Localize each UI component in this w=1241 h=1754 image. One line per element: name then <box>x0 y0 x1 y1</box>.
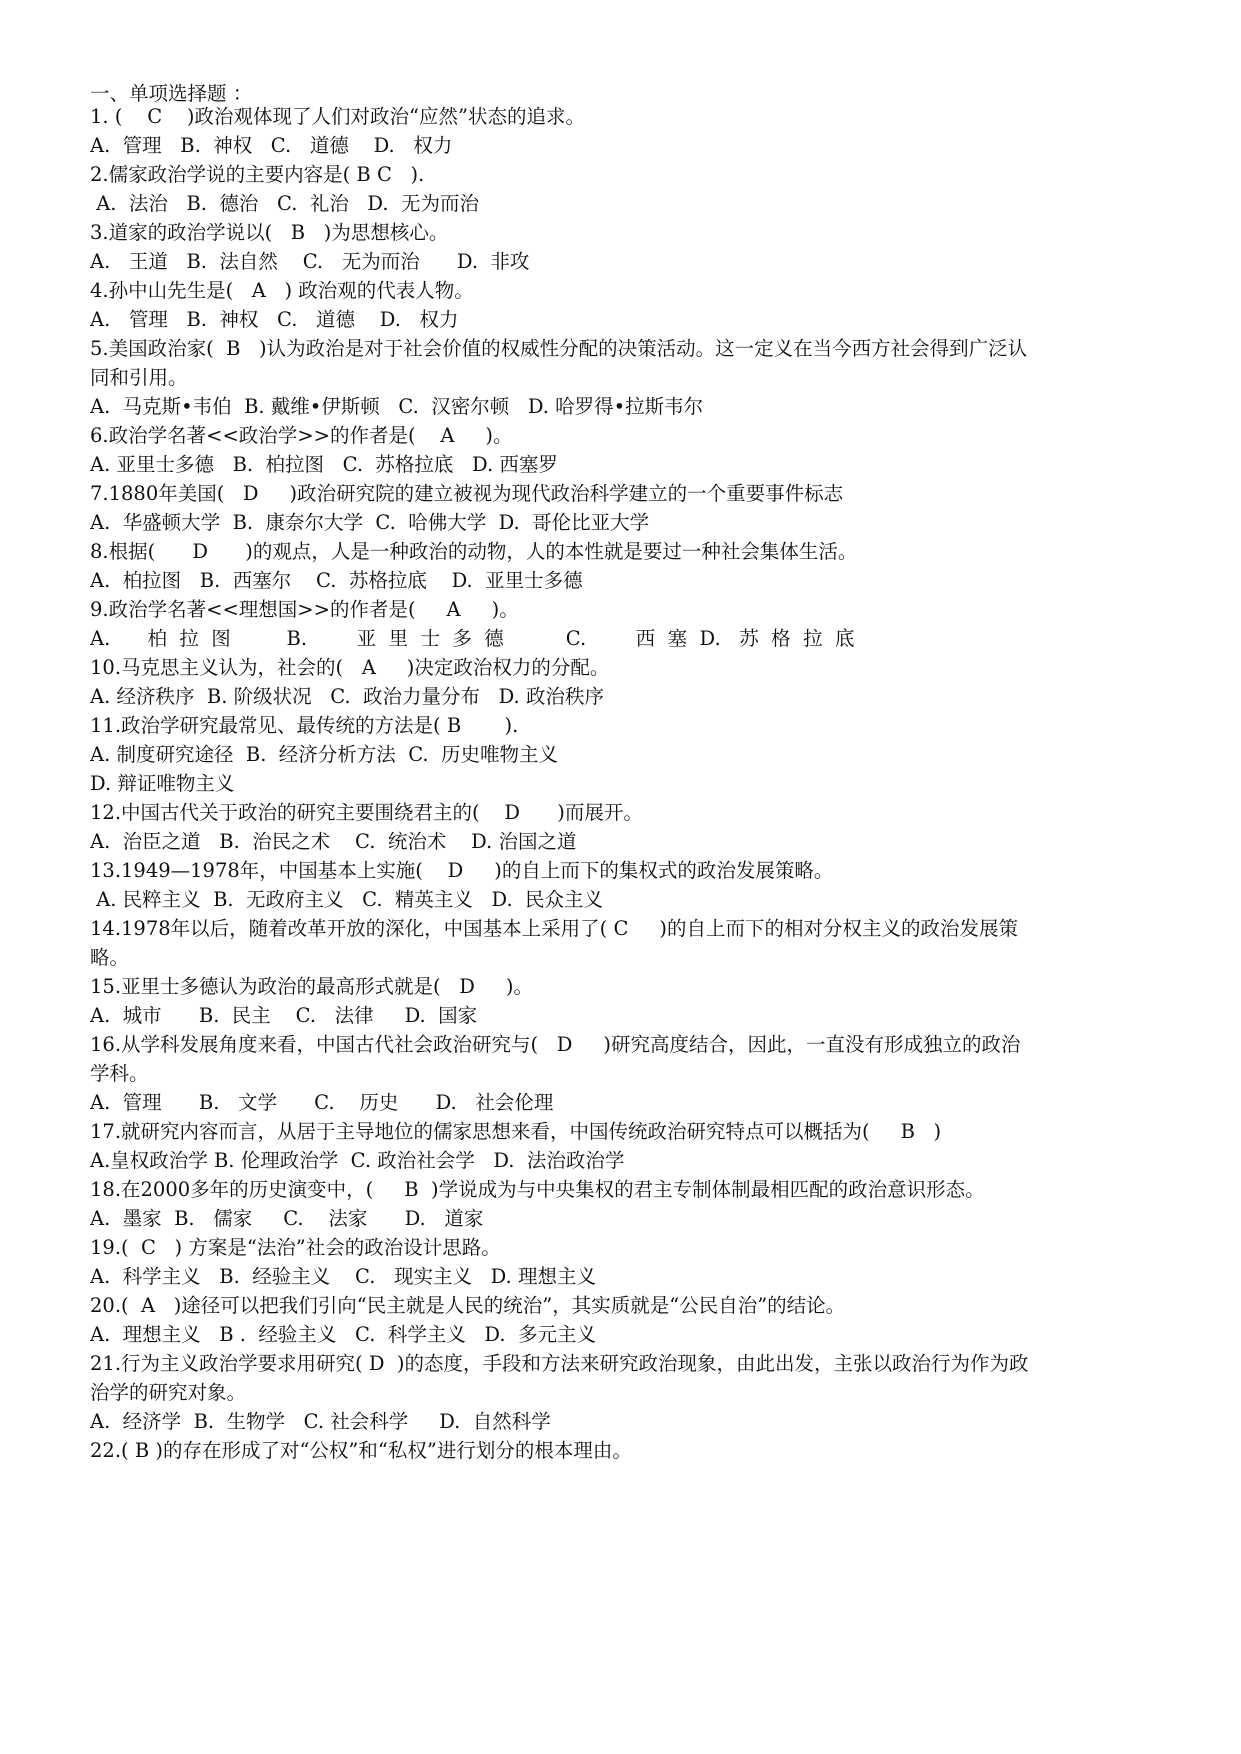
options-1: A. 管理 B. 神权 C. 道德 D. 权力 <box>90 134 453 157</box>
question-21-cont: 治学的研究对象。 <box>90 1381 247 1404</box>
question-20: 20.( A )途径可以把我们引向“民主就是人民的统治”，其实质就是“公民自治”的结论。 <box>90 1294 846 1317</box>
question-19: 19.( C ) 方案是“法治”社会的政治设计思路。 <box>90 1236 501 1259</box>
options-19: A. 科学主义 B. 经验主义 C. 现实主义 D. 理想主义 <box>90 1265 596 1288</box>
question-4: 4.孙中山先生是( A ) 政治观的代表人物。 <box>90 279 474 302</box>
options-12: A. 治臣之道 B. 治民之术 C. 统治术 D. 治国之道 <box>90 830 577 853</box>
question-8: 8.根据( D )的观点，人是一种政治的动物，人的本性就是要过一种社会集体生活。 <box>90 540 858 563</box>
options-3: A. 王道 B. 法自然 C. 无为而治 D. 非攻 <box>90 250 530 273</box>
options-4: A. 管理 B. 神权 C. 道德 D. 权力 <box>90 308 459 331</box>
question-1: 1. ( C )政治观体现了人们对政治“应然”状态的追求。 <box>90 105 585 128</box>
question-2: 2.儒家政治学说的主要内容是( B C ). <box>90 163 425 186</box>
section-heading: 一、单项选择题 ： <box>90 82 253 105</box>
options-6: A. 亚里士多德 B. 柏拉图 C. 苏格拉底 D. 西塞罗 <box>90 453 558 476</box>
options-17: A.皇权政治学 B. 伦理政治学 C. 政治社会学 D. 法治政治学 <box>90 1149 625 1172</box>
question-15: 15.亚里士多德认为政治的最高形式就是( D )。 <box>90 975 533 998</box>
options-10: A. 经济秩序 B. 阶级状况 C. 政治力量分布 D. 政治秩序 <box>90 685 604 708</box>
options-7: A. 华盛顿大学 B. 康奈尔大学 C. 哈佛大学 D. 哥伦比亚大学 <box>90 511 650 534</box>
options-11: A. 制度研究途径 B. 经济分析方法 C. 历史唯物主义 <box>90 743 559 766</box>
options-13: A. 民粹主义 B. 无政府主义 C. 精英主义 D. 民众主义 <box>90 888 604 911</box>
question-5: 5.美国政治家( B )认为政治是对于社会价值的权威性分配的决策活动。这一定义在当今西方社会得到广泛认 <box>90 337 1028 360</box>
options-18: A. 墨家 B. 儒家 C. 法家 D. 道家 <box>90 1207 484 1230</box>
options-20: A. 理想主义 B . 经验主义 C. 科学主义 D. 多元主义 <box>90 1323 596 1346</box>
question-5-cont: 同和引用。 <box>90 366 188 389</box>
options-15: A. 城市 B. 民主 C. 法律 D. 国家 <box>90 1004 478 1027</box>
question-14: 14.1978年以后，随着改革开放的深化，中国基本上采用了( C )的自上而下的相对分权主义的政治发展策 <box>90 917 1018 940</box>
question-16-cont: 学科。 <box>90 1062 149 1085</box>
question-16: 16.从学科发展角度来看，中国古代社会政治研究与( D )研究高度结合，因此，一直没有形成独立的政治 <box>90 1033 1021 1056</box>
question-14-cont: 略。 <box>90 946 130 969</box>
question-22: 22.( B )的存在形成了对“公权”和“私权”进行划分的根本理由。 <box>90 1439 632 1462</box>
question-9: 9.政治学名著<<理想国>>的作者是( A )。 <box>90 598 519 621</box>
options-9: A. 柏 拉 图 B. 亚 里 士 多 德 C. 西 塞 D. 苏 格 拉 底 <box>90 627 855 650</box>
options-16: A. 管理 B. 文学 C. 历史 D. 社会伦理 <box>90 1091 554 1114</box>
question-3: 3.道家的政治学说以( B )为思想核心。 <box>90 221 449 244</box>
options-21: A. 经济学 B. 生物学 C. 社会科学 D. 自然科学 <box>90 1410 551 1433</box>
question-11: 11.政治学研究最常见、最传统的方法是( B ). <box>90 714 519 737</box>
options-5: A. 马克斯•韦伯 B. 戴维•伊斯顿 C. 汉密尔顿 D. 哈罗得•拉斯韦尔 <box>90 395 704 418</box>
question-13: 13.1949—1978年，中国基本上实施( D )的自上而下的集权式的政治发展策略。 <box>90 859 834 882</box>
question-10: 10.马克思主义认为，社会的( A )决定政治权力的分配。 <box>90 656 610 679</box>
question-6: 6.政治学名著<<政治学>>的作者是( A )。 <box>90 424 513 447</box>
options-8: A. 柏拉图 B. 西塞尔 C. 苏格拉底 D. 亚里士多德 <box>90 569 583 592</box>
question-17: 17.就研究内容而言，从居于主导地位的儒家思想来看，中国传统政治研究特点可以概括为( B ) <box>90 1120 942 1143</box>
options-11-cont: D. 辩证唯物主义 <box>90 772 235 795</box>
question-12: 12.中国古代关于政治的研究主要围绕君主的( D )而展开。 <box>90 801 643 824</box>
options-2: A. 法治 B. 德治 C. 礼治 D. 无为而治 <box>90 192 479 215</box>
question-18: 18.在2000多年的历史演变中，( B )学说成为与中央集权的君主专制体制最相匹配的政治意识形态。 <box>90 1178 985 1201</box>
question-21: 21.行为主义政治学要求用研究( D )的态度，手段和方法来研究政治现象，由此出发，主张以政治行为作为政 <box>90 1352 1029 1375</box>
question-7: 7.1880年美国( D )政治研究院的建立被视为现代政治科学建立的一个重要事件标志 <box>90 482 844 505</box>
